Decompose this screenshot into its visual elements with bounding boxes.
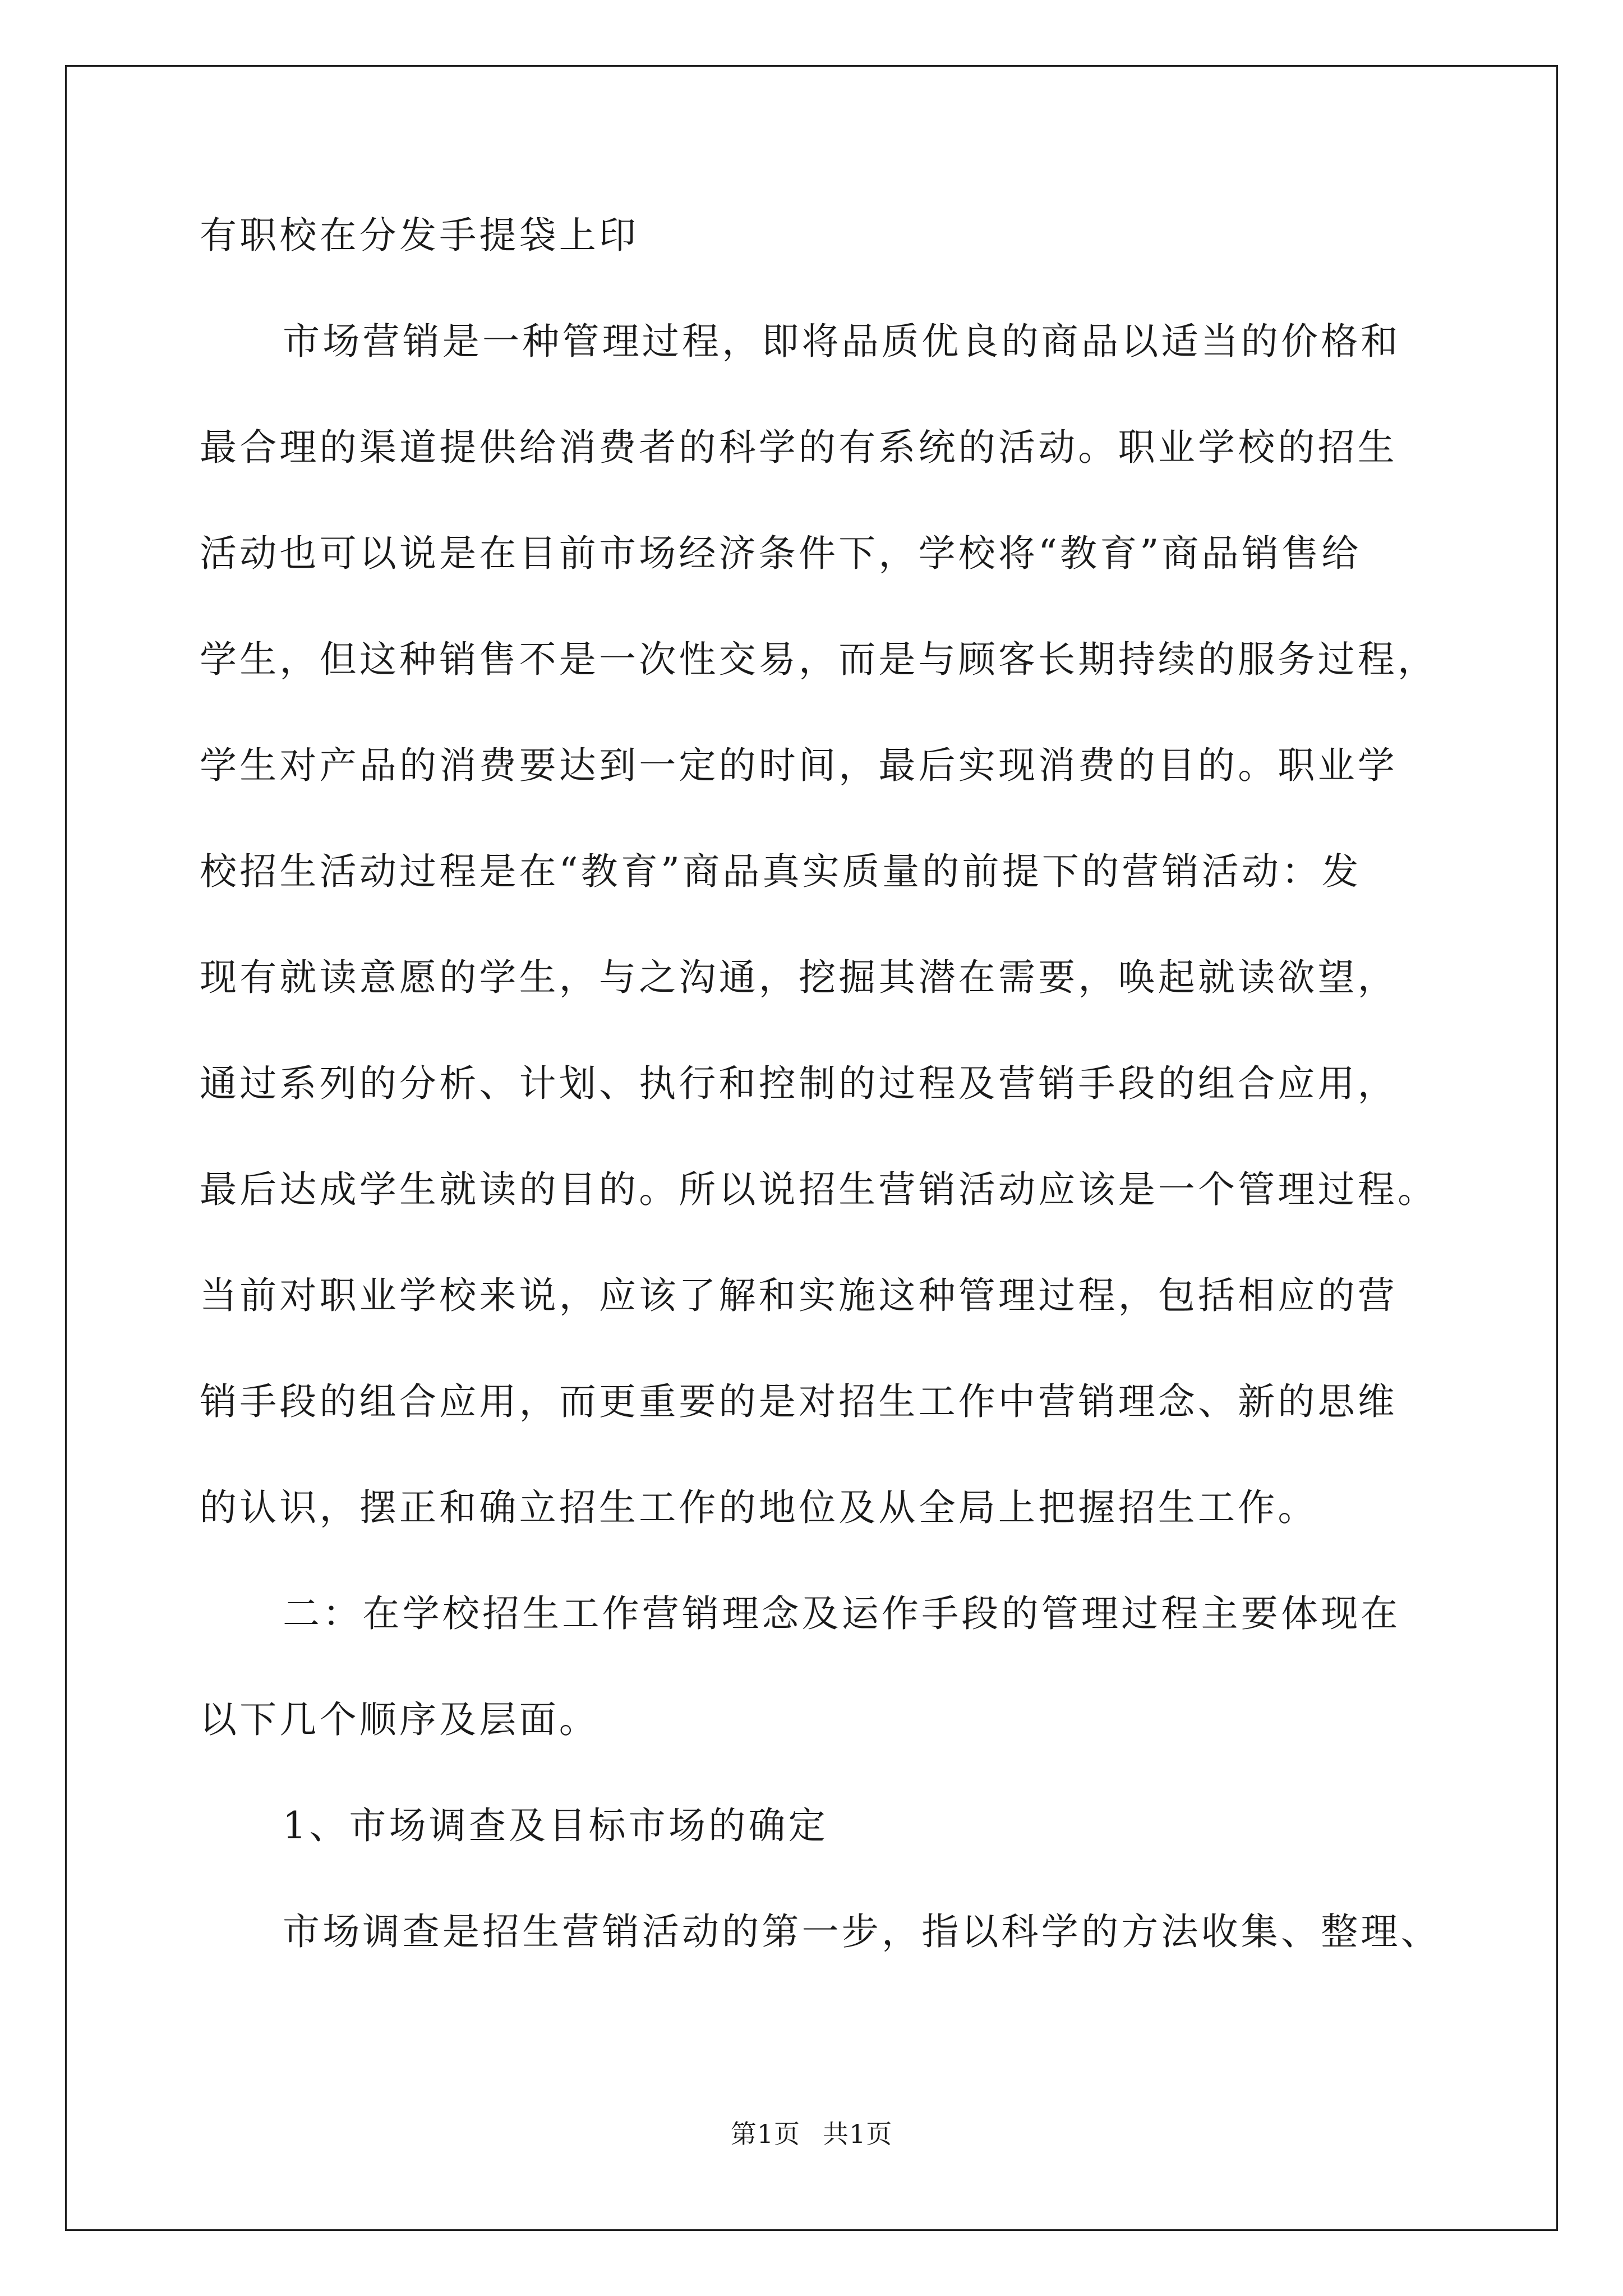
text-line: 有职校在分发手提袋上印 bbox=[200, 214, 639, 257]
text-line: 现有就读意愿的学生，与之沟通，挖掘其潜在需要，唤起就读欲望， bbox=[200, 956, 1398, 999]
paragraph-line: 市场营销是一种管理过程，即将品质优良的商品以适当的价格和 bbox=[283, 320, 1401, 363]
text-line: 当前对职业学校来说，应该了解和实施这种管理过程，包括相应的营 bbox=[200, 1274, 1398, 1317]
text-line: 最后达成学生就读的目的。所以说招生营销活动应该是一个管理过程。 bbox=[200, 1168, 1438, 1211]
text-line: 校招生活动过程是在“教育”商品真实质量的前提下的营销活动：发 bbox=[200, 850, 1362, 893]
text-line: 的认识，摆正和确立招生工作的地位及从全局上把握招生工作。 bbox=[200, 1486, 1318, 1529]
page-border bbox=[65, 65, 1558, 2231]
paragraph-line: 二：在学校招生工作营销理念及运作手段的管理过程主要体现在 bbox=[283, 1592, 1401, 1635]
text-line: 销手段的组合应用，而更重要的是对招生工作中营销理念、新的思维 bbox=[200, 1380, 1398, 1423]
text-line: 活动也可以说是在目前市场经济条件下，学校将“教育”商品销售给 bbox=[200, 532, 1362, 575]
text-line: 学生对产品的消费要达到一定的时间，最后实现消费的目的。职业学 bbox=[200, 744, 1398, 787]
page-number: 第1页 bbox=[730, 2119, 800, 2149]
paragraph-line: 市场调查是招生营销活动的第一步，指以科学的方法收集、整理、 bbox=[283, 1910, 1441, 1953]
page-total: 共1页 bbox=[823, 2119, 893, 2149]
section-heading: 1、市场调查及目标市场的确定 bbox=[283, 1804, 828, 1847]
text-line: 通过系列的分析、计划、执行和控制的过程及营销手段的组合应用， bbox=[200, 1062, 1398, 1105]
text-line: 学生，但这种销售不是一次性交易，而是与顾客长期持续的服务过程， bbox=[200, 638, 1438, 681]
text-line: 以下几个顺序及层面。 bbox=[200, 1698, 599, 1741]
text-line: 最合理的渠道提供给消费者的科学的有系统的活动。职业学校的招生 bbox=[200, 426, 1398, 469]
page-footer bbox=[0, 2118, 1623, 2150]
